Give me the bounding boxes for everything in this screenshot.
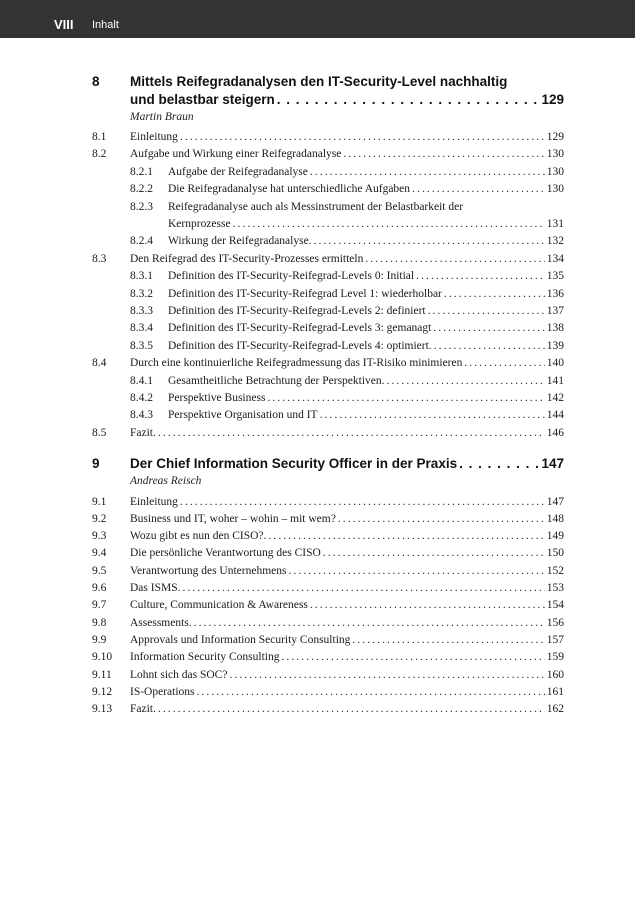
section-title: Wozu gibt es nun den CISO?. <box>130 530 267 542</box>
section-number: 8.4 <box>92 357 107 369</box>
section-title: Information Security Consulting <box>130 651 280 663</box>
leader-dots <box>229 669 544 681</box>
section-title: Gesamtheitliche Betrachtung der Perspektiven. <box>168 375 385 387</box>
section-title: Aufgabe und Wirkung einer Reifegradanalyse <box>130 148 342 160</box>
subsection-number: 8.3.1 <box>130 270 153 282</box>
section-title: Definition des IT-Security-Reifegrad-Levels 3: gemanagt <box>168 322 432 334</box>
section-page: 130 <box>546 148 564 160</box>
toc-entry[interactable] <box>130 513 564 529</box>
toc-entry[interactable] <box>130 427 564 443</box>
section-page: 149 <box>546 530 564 542</box>
page-header <box>0 0 635 38</box>
subsection-number: 8.2.1 <box>130 166 153 178</box>
subsection-number: 8.2.4 <box>130 235 153 247</box>
section-page: 154 <box>546 599 564 611</box>
toc-entry[interactable] <box>130 148 564 164</box>
section-number: 9.3 <box>92 530 107 542</box>
toc-entry[interactable] <box>130 357 564 373</box>
section-number: 9.5 <box>92 565 107 577</box>
leader-dots <box>194 617 545 629</box>
leader-dots <box>323 547 545 559</box>
toc-entry[interactable] <box>168 392 564 408</box>
chapter-page-number: 147 <box>541 456 564 471</box>
chapter-number: 8 <box>92 74 100 89</box>
section-number: 9.2 <box>92 513 107 525</box>
section-title: Fazit. <box>130 427 156 439</box>
leader-dots <box>464 357 544 369</box>
section-page: 130 <box>546 166 564 178</box>
section-title: Culture, Communication & Awareness <box>130 599 308 611</box>
section-page: 161 <box>546 686 564 698</box>
toc-entry[interactable] <box>130 582 564 598</box>
section-number: 9.4 <box>92 547 107 559</box>
leader-dots <box>343 148 544 160</box>
section-page: 138 <box>546 322 564 334</box>
leader-dots <box>233 218 545 230</box>
subsection-number: 8.3.2 <box>130 288 153 300</box>
section-number: 9.8 <box>92 617 107 629</box>
subsection-number: 8.3.5 <box>130 340 153 352</box>
chapter-page-number: 129 <box>541 92 564 107</box>
section-number: 8.1 <box>92 131 107 143</box>
leader-dots <box>387 375 545 387</box>
chapter-title-entry[interactable] <box>130 92 564 107</box>
section-page: 144 <box>546 409 564 421</box>
subsection-number: 8.4.1 <box>130 375 153 387</box>
section-page: 141 <box>546 375 564 387</box>
section-page: 159 <box>546 651 564 663</box>
section-number: 9.1 <box>92 496 107 508</box>
section-page: 134 <box>546 253 564 265</box>
section-page: 153 <box>546 582 564 594</box>
subsection-number: 8.3.3 <box>130 305 153 317</box>
toc-entry[interactable] <box>130 565 564 581</box>
section-title: Assessments. <box>130 617 192 629</box>
leader-dots <box>158 427 545 439</box>
section-title: Definition des IT-Security-Reifegrad Level 1: wiederholbar <box>168 288 442 300</box>
chapter-title-line: Der Chief Information Security Officer in der Praxis <box>130 456 458 471</box>
section-title: Definition des IT-Security-Reifegrad-Levels 2: definiert <box>168 305 426 317</box>
leader-dots <box>352 634 544 646</box>
section-page: 148 <box>546 513 564 525</box>
page-number: VIII <box>54 17 74 32</box>
section-title: Lohnt sich das SOC? <box>130 669 228 681</box>
section-page: 140 <box>546 357 564 369</box>
section-title: Perspektive Business <box>168 392 266 404</box>
toc-entry[interactable] <box>168 340 564 356</box>
section-title: Einleitung <box>130 496 178 508</box>
section-page: 152 <box>546 565 564 577</box>
leader-dots <box>434 340 545 352</box>
subsection-number: 8.3.4 <box>130 322 153 334</box>
toc-entry[interactable] <box>130 669 564 685</box>
subsection-number: 8.4.2 <box>130 392 153 404</box>
section-title: Approvals und Information Security Consulting <box>130 634 351 646</box>
toc-entry[interactable] <box>168 375 564 391</box>
leader-dots <box>365 253 544 265</box>
section-number: 9.10 <box>92 651 113 663</box>
leader-dots <box>281 651 544 663</box>
toc-entry[interactable] <box>130 634 564 650</box>
section-title-continued: Kernprozesse <box>168 218 231 230</box>
section-title: Definition des IT-Security-Reifegrad-Levels 4: optimiert. <box>168 340 432 352</box>
section-title: Wirkung der Reifegradanalyse. <box>168 235 312 247</box>
section-page: 129 <box>546 131 564 143</box>
section-page: 130 <box>546 183 564 195</box>
toc-entry[interactable] <box>130 703 564 719</box>
section-number: 9.6 <box>92 582 107 594</box>
toc-entry[interactable] <box>130 599 564 615</box>
section-title: IS-Operations <box>130 686 195 698</box>
section-title: Das ISMS. <box>130 582 181 594</box>
leader-dots <box>314 235 545 247</box>
section-page: 162 <box>546 703 564 715</box>
toc-entry[interactable] <box>168 218 564 234</box>
subsection-number: 8.2.3 <box>130 201 153 213</box>
leader-dots <box>277 92 540 107</box>
section-title: Die persönliche Verantwortung des CISO <box>130 547 321 559</box>
toc-entry[interactable] <box>168 183 564 199</box>
toc-entry[interactable] <box>130 617 564 633</box>
toc-entry[interactable] <box>168 166 564 182</box>
running-title: Inhalt <box>92 19 119 31</box>
toc-entry[interactable] <box>168 270 564 286</box>
leader-dots <box>412 183 545 195</box>
section-number: 9.9 <box>92 634 107 646</box>
section-number: 9.13 <box>92 703 113 715</box>
section-title: Die Reifegradanalyse hat unterschiedliche Aufgaben <box>168 183 411 195</box>
chapter-title-line: und belastbar steigern <box>130 92 275 107</box>
subsection-number: 8.4.3 <box>130 409 153 421</box>
section-number: 9.7 <box>92 599 107 611</box>
leader-dots <box>310 166 545 178</box>
section-page: 139 <box>546 340 564 352</box>
toc-entry[interactable] <box>168 409 564 425</box>
section-page: 150 <box>546 547 564 559</box>
leader-dots <box>289 565 545 577</box>
section-title: Einleitung <box>130 131 178 143</box>
subsection-number: 8.2.2 <box>130 183 153 195</box>
leader-dots <box>444 288 545 300</box>
leader-dots <box>268 530 544 542</box>
section-number: 9.11 <box>92 669 112 681</box>
leader-dots <box>428 305 545 317</box>
toc-entry[interactable] <box>130 131 564 147</box>
section-page: 132 <box>546 235 564 247</box>
section-title: Definition des IT-Security-Reifegrad-Levels 0: Initial <box>168 270 415 282</box>
toc-entry[interactable] <box>130 686 564 702</box>
chapter-number: 9 <box>92 456 100 471</box>
leader-dots <box>197 686 545 698</box>
leader-dots <box>158 703 545 715</box>
section-page: 131 <box>546 218 564 230</box>
chapter-title-line: Mittels Reifegradanalysen den IT-Security-Level nachhaltig <box>130 74 508 89</box>
section-number: 8.2 <box>92 148 107 160</box>
section-title: Verantwortung des Unternehmens <box>130 565 287 577</box>
section-title: Den Reifegrad des IT-Security-Prozesses ermitteln <box>130 253 364 265</box>
leader-dots <box>180 496 545 508</box>
section-title: Perspektive Organisation und IT <box>168 409 318 421</box>
leader-dots <box>338 513 545 525</box>
section-page: 160 <box>546 669 564 681</box>
leader-dots <box>182 582 544 594</box>
section-title: Business und IT, woher – wohin – mit wem? <box>130 513 336 525</box>
section-page: 137 <box>546 305 564 317</box>
leader-dots <box>433 322 544 334</box>
toc-entry[interactable] <box>168 235 564 251</box>
toc-entry[interactable] <box>168 305 564 321</box>
toc-entry[interactable] <box>168 288 564 304</box>
toc-entry[interactable] <box>130 547 564 563</box>
leader-dots <box>180 131 545 143</box>
leader-dots <box>416 270 545 282</box>
section-page: 135 <box>546 270 564 282</box>
section-title: Durch eine kontinuierliche Reifegradmessung das IT-Risiko minimieren <box>130 357 463 369</box>
leader-dots <box>267 392 544 404</box>
toc-entry[interactable] <box>130 651 564 667</box>
section-page: 156 <box>546 617 564 629</box>
toc-entry[interactable] <box>130 530 564 546</box>
chapter-author: Martin Braun <box>130 111 194 123</box>
section-page: 147 <box>546 496 564 508</box>
toc-entry[interactable] <box>130 496 564 512</box>
leader-dots <box>310 599 545 611</box>
section-number: 8.5 <box>92 427 107 439</box>
toc-entry[interactable] <box>168 322 564 338</box>
section-number: 9.12 <box>92 686 113 698</box>
toc-entry[interactable] <box>130 253 564 269</box>
section-number: 8.3 <box>92 253 107 265</box>
chapter-title-entry[interactable] <box>130 456 564 471</box>
section-page: 142 <box>546 392 564 404</box>
leader-dots <box>459 456 539 471</box>
section-title: Aufgabe der Reifegradanalyse <box>168 166 308 178</box>
leader-dots <box>320 409 545 421</box>
section-title[interactable]: Reifegradanalyse auch als Messinstrument der Belastbarkeit der <box>168 201 464 213</box>
chapter-author: Andreas Reisch <box>130 475 202 487</box>
section-page: 136 <box>546 288 564 300</box>
section-title: Fazit. <box>130 703 156 715</box>
section-page: 146 <box>546 427 564 439</box>
section-page: 157 <box>546 634 564 646</box>
